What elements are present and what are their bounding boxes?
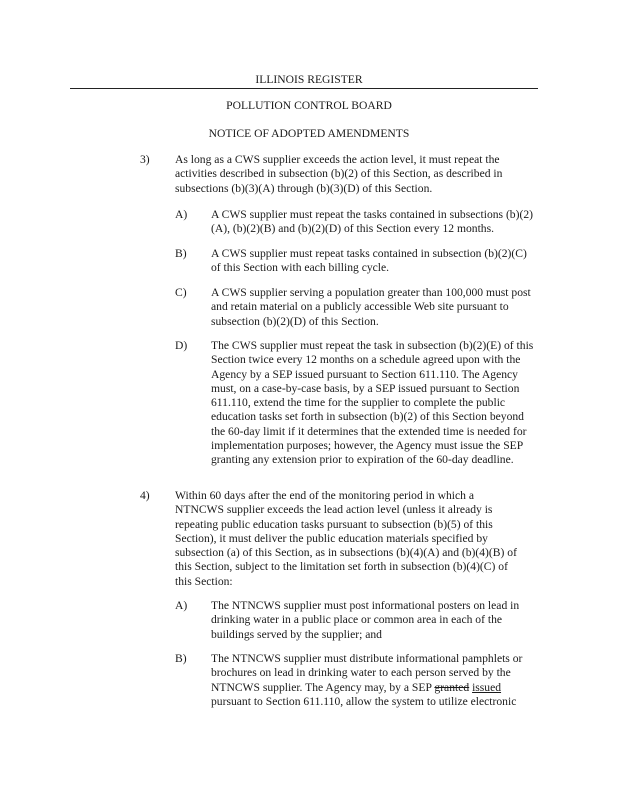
- subitem-text: [211, 652, 539, 709]
- subitem-text-part: The NTNCWS supplier must distribute informational pamphlets or brochures on lead in drinking water to each person served by the NTNCWS supplier. The Agency may, by a SEP: [211, 652, 523, 694]
- subitem-text-part: pursuant to Section 611.110, allow the system to utilize electronic: [211, 694, 517, 708]
- subitem-text: A CWS supplier must repeat tasks contained in subsection (b)(2)(C) of this Section with each billing cycle.: [211, 247, 527, 275]
- item-text: Within 60 days after the end of the monitoring period in which a NTNCWS supplier exceeds the lead action level (unless it already is repeating public education tasks pursuant to subsection (b)(5) of this Section), it must deliver the public education materials specified by subsection (a) of this Section, as in subsections (b)(4)(A) and (b)(4)(B) of this Section, subject to the limitation set forth in subsection (b)(4)(C) of this Section:: [175, 489, 517, 588]
- item-number: 3): [140, 153, 150, 166]
- board-name: POLLUTION CONTROL BOARD: [226, 99, 392, 112]
- notice-title: NOTICE OF ADOPTED AMENDMENTS: [208, 127, 410, 140]
- subitem-mark: C): [175, 286, 187, 299]
- subitem-mark: D): [175, 339, 188, 352]
- subitem-text: The NTNCWS supplier must post informational posters on lead in drinking water in a public place or common area in each of the buildings served by the supplier; and: [211, 599, 520, 641]
- item-number: 4): [140, 489, 150, 502]
- inserted-text: issued: [472, 680, 502, 694]
- header-rule: [70, 88, 538, 89]
- item-text: As long as a CWS supplier exceeds the action level, it must repeat the activities described in subsection (b)(2) of this Section, as described in subsections (b)(3)(A) through (b)(3)(D) of this Section.: [175, 153, 503, 195]
- deleted-text: granted: [434, 680, 470, 694]
- subitem-mark: B): [175, 652, 187, 665]
- subitem-text: A CWS supplier must repeat the tasks contained in subsections (b)(2)(A), (b)(2)(B) and (b)(2)(D) of this Section every 12 months.: [211, 208, 533, 236]
- register-title: ILLINOIS REGISTER: [255, 73, 363, 86]
- subitem-text: The CWS supplier must repeat the task in subsection (b)(2)(E) of this Section twice every 12 months on a schedule agreed upon with the Agency by a SEP issued pursuant to Section 611.110. The Agency must, on a case-by-case basis, by a SEP issued pursuant to Section 611.110, extend the time for the supplier to complete the public education tasks set forth in subsection (b)(2) of this Section beyond the 60-day limit if it determines that the extended time is needed for implementation purposes; however, the Agency must issue the SEP granting any extension prior to expiration of the 60-day deadline.: [211, 339, 534, 467]
- subitem-mark: B): [175, 247, 187, 260]
- subitem-mark: A): [175, 208, 188, 221]
- subitem-mark: A): [175, 599, 188, 612]
- subitem-text: A CWS supplier serving a population greater than 100,000 must post and retain material on a publicly accessible Web site pursuant to subsection (b)(2)(D) of this Section.: [211, 286, 531, 328]
